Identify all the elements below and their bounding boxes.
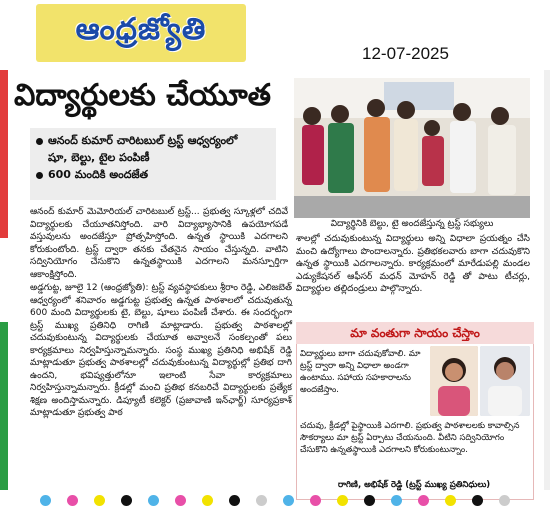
quote-box-text-2: చదువు, క్రీడల్లో పైస్థాయికి ఎదగాలి. ప్రభుత్వ పాఠశాలలకు కావాల్సిన సౌకర్యాలు మా ట్రస్ట్ ఏర్పాటు చేయనుంది. వీటిని సద్వినియోగం చేసుకొని ఉన్నతస్థాయికి ఎదగాలని కోరుకుంటున్నాం. (300, 421, 520, 455)
registration-dot (40, 495, 51, 506)
registration-dot (202, 495, 213, 506)
article-headline: విద్యార్థులకు చేయూత (14, 78, 271, 113)
registration-dot (364, 495, 375, 506)
registration-dot (472, 495, 483, 506)
registration-dot (94, 495, 105, 506)
news-photo (294, 78, 530, 218)
group-photo-illustration (294, 78, 530, 218)
registration-dot (391, 495, 402, 506)
quote-box-signature: రాగిణి, అభిషేక్ రెడ్డి (ట్రస్ట్ ముఖ్య ప్రతినిధులు) (338, 480, 491, 490)
bullet-icon (36, 172, 43, 179)
quote-box-title: మా వంతుగా సాయం చేస్తాం (296, 322, 534, 344)
photo-caption: విద్యార్థినికి బెల్టు, టై అందజేస్తున్న ట్రస్ట్ సభ్యులు (330, 219, 494, 229)
subhead-line-3: 600 మందికి అందజేత (36, 166, 270, 183)
registration-dot (445, 495, 456, 506)
registration-dot (229, 495, 240, 506)
registration-dot (175, 495, 186, 506)
portrait-photo-man (480, 346, 530, 416)
article-body-left: అడ్డగుట్ట, జూలై 12 (ఆంధ్రజ్యోతి): ట్రస్ట్ వ్యవస్థాపకులు శ్రీరాం రెడ్డి, ఎలిజబెత్ ఆధ్వర్యంలో శనివారం అడ్డగుట్ట ప్రభుత్వ ఉన్నత పాఠశాలలో చదువుతున్న 600 మంది విద్యార్థులకు టై, బెల్టు, షూలు పంపిణీ చేశారు. ఈ సందర్భంగా ట్రస్ట్ ముఖ్య ప్రతినిధి రాగిణి మాట్లాడారు. ప్రభుత్వ పాఠశాలల్లో చదువుకుంటున్న విద్యార్థులకు చేయూత అవ్వాలనే సంకల్పంతో పలు కార్యక్రమాలు నిర్వహిస్తున్నామన్నారు. సంస్థ ముఖ్య ప్రతినిధి అభిషేక్ రెడ్డి మాట్లాడుతూ ప్రభుత్వ పాఠశాలల్లో చదువుకుంటున్న విద్యార్థుల్లో ప్రతిభ దాగి ఉందని, భవిష్యత్తులోనూ ఇలాంటి సేవా కార్యక్రమాలు నిర్వహిస్తున్నామన్నారు. క్రీడల్లో మంచి ప్రతిభ కనబరిచే విద్యార్థులకు ప్రత్యేక శిక్షణ అందిస్తామన్నారు. డిప్యూటీ కలెక్టర్ (ప్రజావాణి ఇన్‌ఛార్జ్) సూర్యప్రకాశ్ మాట్లాడుతూ ప్రభుత్వ పాఠ (30, 283, 292, 418)
portrait-photo-woman (430, 346, 478, 416)
publication-date: 12-07-2025 (362, 44, 449, 63)
article-intro: ఆనంద్ కుమార్ మెమోరియల్ చారిటబుల్ ట్రస్ట్... ప్రభుత్వ స్కూళ్లలో చదివే విద్యార్థులకు చేయూతనిస్తోంది. వారి విద్యాభ్యాసానికి ఉపయోగపడే వస్తువులను అందజేస్తూ ప్రోత్సహిస్తోంది. ఉన్నత స్థాయికి ఎదగాలని కోరుకుంటోంది. ట్రస్ట్ ద్వారా తనకు చేతనైన సాయం చేస్తున్నది. వాటిని సద్వినియోగం చేసుకొని ఉన్నతస్థాయికి ఎదగాలని మనస్పూర్తిగా ఆకాంక్షిస్తోంది. (30, 207, 288, 280)
registration-dot (121, 495, 132, 506)
registration-dot (418, 495, 429, 506)
masthead-logo-text: ఆంధ్రజ్యోతి (75, 12, 207, 47)
registration-dot (148, 495, 159, 506)
page-edge-right (544, 70, 550, 490)
page-edge-stripe (0, 70, 8, 490)
bullet-icon (36, 138, 43, 145)
registration-dot (337, 495, 348, 506)
subhead-line-2: షూ, బెల్టు, టైల పంపిణీ (48, 151, 150, 164)
article-body-right: శాలల్లో చదువుకుంటున్న విద్యార్థులు అన్ని విధాలా ప్రయత్నం చేసి మంచి ఉద్యోగాలు పొందాలన్నారు. ప్రతిభకలవారు బాగా చదువుకొని ఉన్నత స్థాయికి ఎదగాలన్నారు. కార్యక్రమంలో మారేడుపల్లి మండల ఎడ్యుకేషనల్ ఆఫీసర్ మధన్ మోహన్ రెడ్డి తో పాటు టీచర్లు, విద్యార్థుల తల్లిదండ్రులు పాల్గొన్నారు. (296, 234, 530, 294)
registration-dot (310, 495, 321, 506)
registration-dot (283, 495, 294, 506)
registration-dot (67, 495, 78, 506)
registration-dot (256, 495, 267, 506)
registration-dot (499, 495, 510, 506)
subheadline-box (30, 128, 276, 200)
print-registration-dots (40, 494, 510, 506)
quote-box-text-1: విద్యార్థులు బాగా చదువుకోవాలి. మా ట్రస్ట్ ద్వారా అన్ని విధాలా అండగా ఉంటాము. సహాయ సహకారాలను అందజేస్తాం. (300, 349, 421, 395)
subhead-line-1: ఆనంద్ కుమార్ చారిటబుల్ ట్రస్ట్ ఆధ్వర్యంలో (36, 132, 270, 149)
newspaper-masthead (36, 4, 246, 62)
